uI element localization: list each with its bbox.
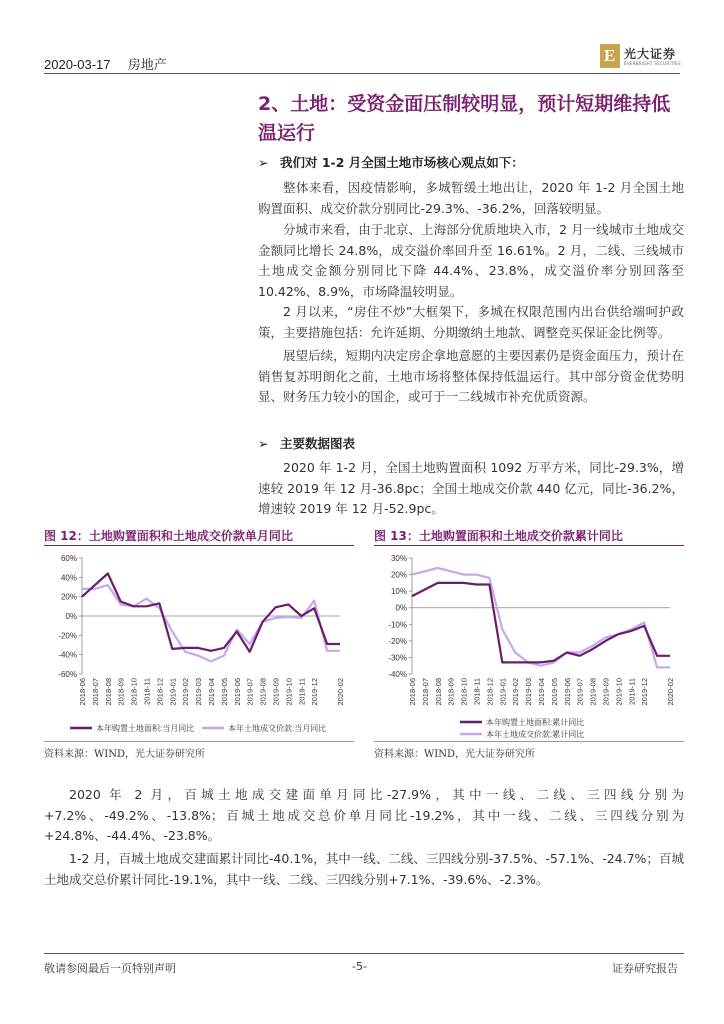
bullet-heading-2 <box>258 434 355 452</box>
paragraph: 2020 年 1-2 月，全国土地购置面积 1092 万平方米，同比-29.3%，增速较 2019 年 12 月-36.8pc；全国土地成交价款 440 亿元，同比-36.2%，增速较 2019 年 12 月-52.9pc。 <box>258 460 684 516</box>
x-tick-label: 2018-12 <box>155 678 165 706</box>
x-tick-label: 2018-10 <box>129 678 139 706</box>
x-tick-label: 2018-06 <box>408 678 417 706</box>
x-tick-label: 2019-08 <box>588 678 598 706</box>
x-tick-label: 2018-07 <box>90 678 100 706</box>
x-tick-label: 2019-03 <box>194 678 204 706</box>
legend-label-2: 本年土地成交价款:当月同比 <box>228 724 327 733</box>
x-tick-label: 2019-02 <box>511 678 521 706</box>
figure-13-source: 资料来源：WIND，光大证券研究所 <box>374 749 535 760</box>
legend-label-1: 本年购置土地面积:当月同比 <box>96 724 195 733</box>
x-tick-label: 2018-07 <box>420 678 430 706</box>
x-tick-label: 2019-10 <box>284 678 294 706</box>
report-category: 房地产 <box>127 57 167 72</box>
x-tick-label: 2019-12 <box>310 678 320 706</box>
x-tick-label: 2019-01 <box>168 678 178 706</box>
x-tick-label: 2018-10 <box>459 678 469 706</box>
y-tick-label: -60% <box>58 670 77 679</box>
x-tick-label: 2019-05 <box>219 678 229 706</box>
y-tick-label: 10% <box>390 587 407 597</box>
x-tick-label: 2019-05 <box>549 678 559 706</box>
y-tick-label: -40% <box>388 670 407 679</box>
paragraph: 2020 年 2 月，百城土地成交建面单月同比-27.9%，其中一线、二线、三四线分别为+7.2%、-49.2%、-13.8%；百城土地成交总价单月同比-19.2%，其中一线、二线、三四线分别为+24.8%、-44.4%、-23.8%。 <box>44 787 684 843</box>
paragraph: 展望后续，短期内决定房企拿地意愿的主要因素仍是资金面压力，预计在销售复苏明朗化之前，土地市场将整体保持低温运行。其中部分资金优势明显、财务压力较小的国企，或可于一二线城市补充优质资源。 <box>258 348 684 404</box>
footer-disclaimer: 敬请参阅最后一页特别声明 <box>44 962 176 975</box>
figure-13-bottom-rule <box>374 741 684 742</box>
y-tick-label: -10% <box>388 620 407 630</box>
logo-text: 光大证券 <box>624 47 677 61</box>
bullet-arrow-icon: ➢ <box>258 155 269 170</box>
paragraph: 整体来看，因疫情影响，多城暂缓土地出让，2020 年 1-2 月全国土地购置面积、成交价款分别同比-29.3%、-36.2%，回落较明显。 <box>258 180 684 216</box>
series-line-1 <box>82 574 340 652</box>
y-tick-label: -30% <box>388 653 407 663</box>
x-tick-label: 2019-11 <box>627 678 637 705</box>
x-tick-label: 2019-04 <box>207 678 216 706</box>
footer-divider <box>44 953 684 954</box>
figure-13-chart <box>374 548 684 740</box>
bullet-heading-text: 我们对 1-2 月全国土地市场核心观点如下： <box>280 155 524 170</box>
page-number: -5- <box>352 960 367 973</box>
figure-12-bottom-rule <box>44 741 354 742</box>
y-tick-label: -20% <box>388 636 407 646</box>
bullet-heading-1 <box>258 153 524 171</box>
y-tick-label: -40% <box>58 650 77 660</box>
footer-report-type: 证券研究报告 <box>612 962 678 975</box>
y-tick-label: -20% <box>58 631 77 641</box>
paragraph: 1-2 月，百城土地成交建面累计同比-40.1%，其中一线、二线、三四线分别-37.5%、-57.1%、-24.7%；百城土地成交总价累计同比-19.1%，其中一线、二线、三四线分别+7.1%、-39.6%、-2.3%。 <box>44 851 684 887</box>
report-date: 2020-03-17 <box>44 57 111 72</box>
x-tick-label: 2019-03 <box>524 678 534 706</box>
legend-label-1: 本年购置土地面积:累计同比 <box>486 718 585 727</box>
bullet-arrow-icon: ➢ <box>258 436 269 451</box>
figure-12-chart <box>44 548 354 740</box>
figure-12-title: 图 12：土地购置面积和土地成交价款单月同比 <box>44 529 293 543</box>
everbright-logo <box>600 44 686 70</box>
y-tick-label: 60% <box>60 554 77 563</box>
x-tick-label: 2020-02 <box>666 678 675 706</box>
x-tick-label: 2018-12 <box>485 678 495 706</box>
y-tick-label: 20% <box>390 570 407 580</box>
x-tick-label: 2019-11 <box>297 678 307 705</box>
x-tick-label: 2020-02 <box>336 678 345 706</box>
x-tick-label: 2018-11 <box>472 678 482 705</box>
x-tick-label: 2019-09 <box>271 678 281 706</box>
x-tick-label: 2018-09 <box>116 678 126 706</box>
section-title: 2、土地：受资金面压制较明显，预计短期维持低温运行 <box>258 93 671 144</box>
x-tick-label: 2018-08 <box>103 678 113 706</box>
logo-subtext: EVERBRIGHT SECURITIES <box>624 61 681 66</box>
figure-12-rule <box>44 545 354 546</box>
y-tick-label: 20% <box>60 592 77 602</box>
x-tick-label: 2019-07 <box>575 678 585 706</box>
y-tick-label: 0% <box>395 603 407 613</box>
series-line-1 <box>412 583 670 663</box>
header-divider <box>44 73 680 74</box>
figure-13-title: 图 13：土地购置面积和土地成交价款累计同比 <box>374 529 623 543</box>
x-tick-label: 2019-04 <box>537 678 546 706</box>
x-tick-label: 2019-08 <box>258 678 268 706</box>
paragraph: 2 月以来，“房住不炒”大框架下，多城在权限范围内出台供给端呵护政策，主要措施包括：允许延期、分期缴纳土地款、调整竞买保证金比例等。 <box>258 304 684 340</box>
figure-13-rule <box>374 545 684 546</box>
x-tick-label: 2018-11 <box>142 678 152 705</box>
y-tick-label: 40% <box>60 573 77 583</box>
x-tick-label: 2019-02 <box>181 678 191 706</box>
figure-12-source: 资料来源：WIND，光大证券研究所 <box>44 749 205 760</box>
x-tick-label: 2019-01 <box>498 678 508 706</box>
x-tick-label: 2019-10 <box>614 678 624 706</box>
header-meta <box>44 54 167 73</box>
x-tick-label: 2019-06 <box>562 678 572 706</box>
x-tick-label: 2018-09 <box>446 678 456 706</box>
x-tick-label: 2018-08 <box>433 678 443 706</box>
x-tick-label: 2019-12 <box>640 678 650 706</box>
y-tick-label: 0% <box>65 612 77 621</box>
x-tick-label: 2019-09 <box>601 678 611 706</box>
x-tick-label: 2019-07 <box>245 678 255 706</box>
logo-mark: E <box>600 44 620 68</box>
x-tick-label: 2019-06 <box>232 678 242 706</box>
x-tick-label: 2018-06 <box>78 678 87 706</box>
legend-label-2: 本年土地成交价款:累计同比 <box>486 730 585 739</box>
paragraph: 分城市来看，由于北京、上海部分优质地块入市，2 月一线城市土地成交金额同比增长 24.8%，成交溢价率回升至 16.61%。2 月，二线、三线城市土地成交金额分别同比下降 44.4%、23.8%，成交溢价率分别回落至 10.42%、8.9%，市场降温较明显。 <box>258 222 684 299</box>
bullet-heading-text: 主要数据图表 <box>280 436 356 451</box>
y-tick-label: 30% <box>390 554 407 563</box>
